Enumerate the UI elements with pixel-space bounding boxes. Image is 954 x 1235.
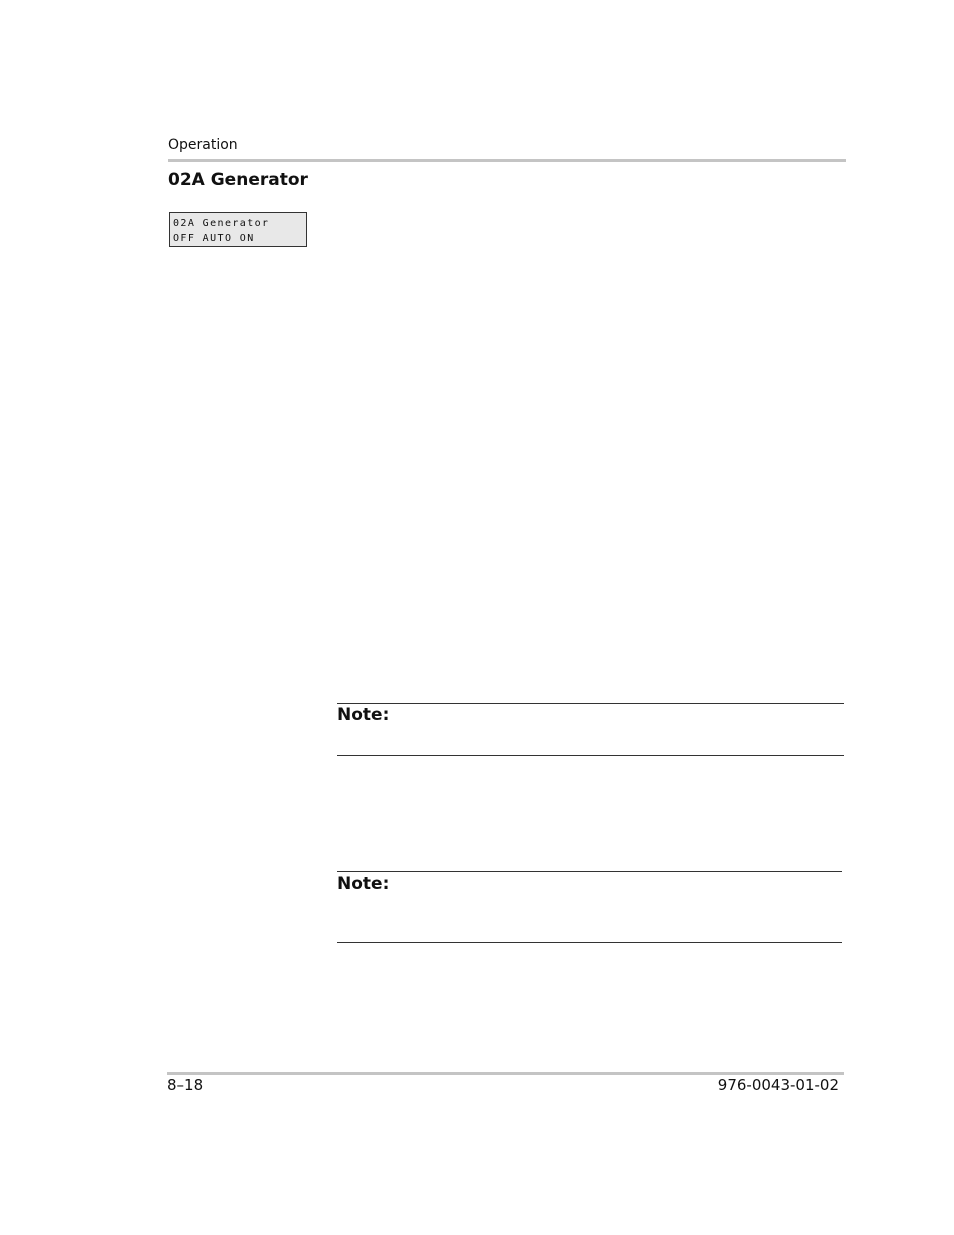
note-1-label: Note: (337, 705, 390, 725)
note-2-top-rule (337, 871, 842, 872)
note-2-bottom-rule (337, 942, 842, 943)
lcd-line-1: 02A Generator (173, 218, 270, 229)
note-2-label: Note: (337, 874, 390, 894)
page-number: 8–18 (167, 1076, 204, 1094)
note-1-top-rule (337, 703, 844, 704)
note-1-bottom-rule (337, 755, 844, 756)
footer-divider (167, 1072, 844, 1075)
lcd-display (169, 212, 307, 247)
document-number: 976-0043-01-02 (717, 1076, 839, 1094)
header-divider (168, 159, 846, 162)
lcd-line-2: OFF AUTO ON (173, 233, 255, 244)
section-title: 02A Generator (168, 170, 308, 190)
running-header: Operation (168, 137, 238, 153)
